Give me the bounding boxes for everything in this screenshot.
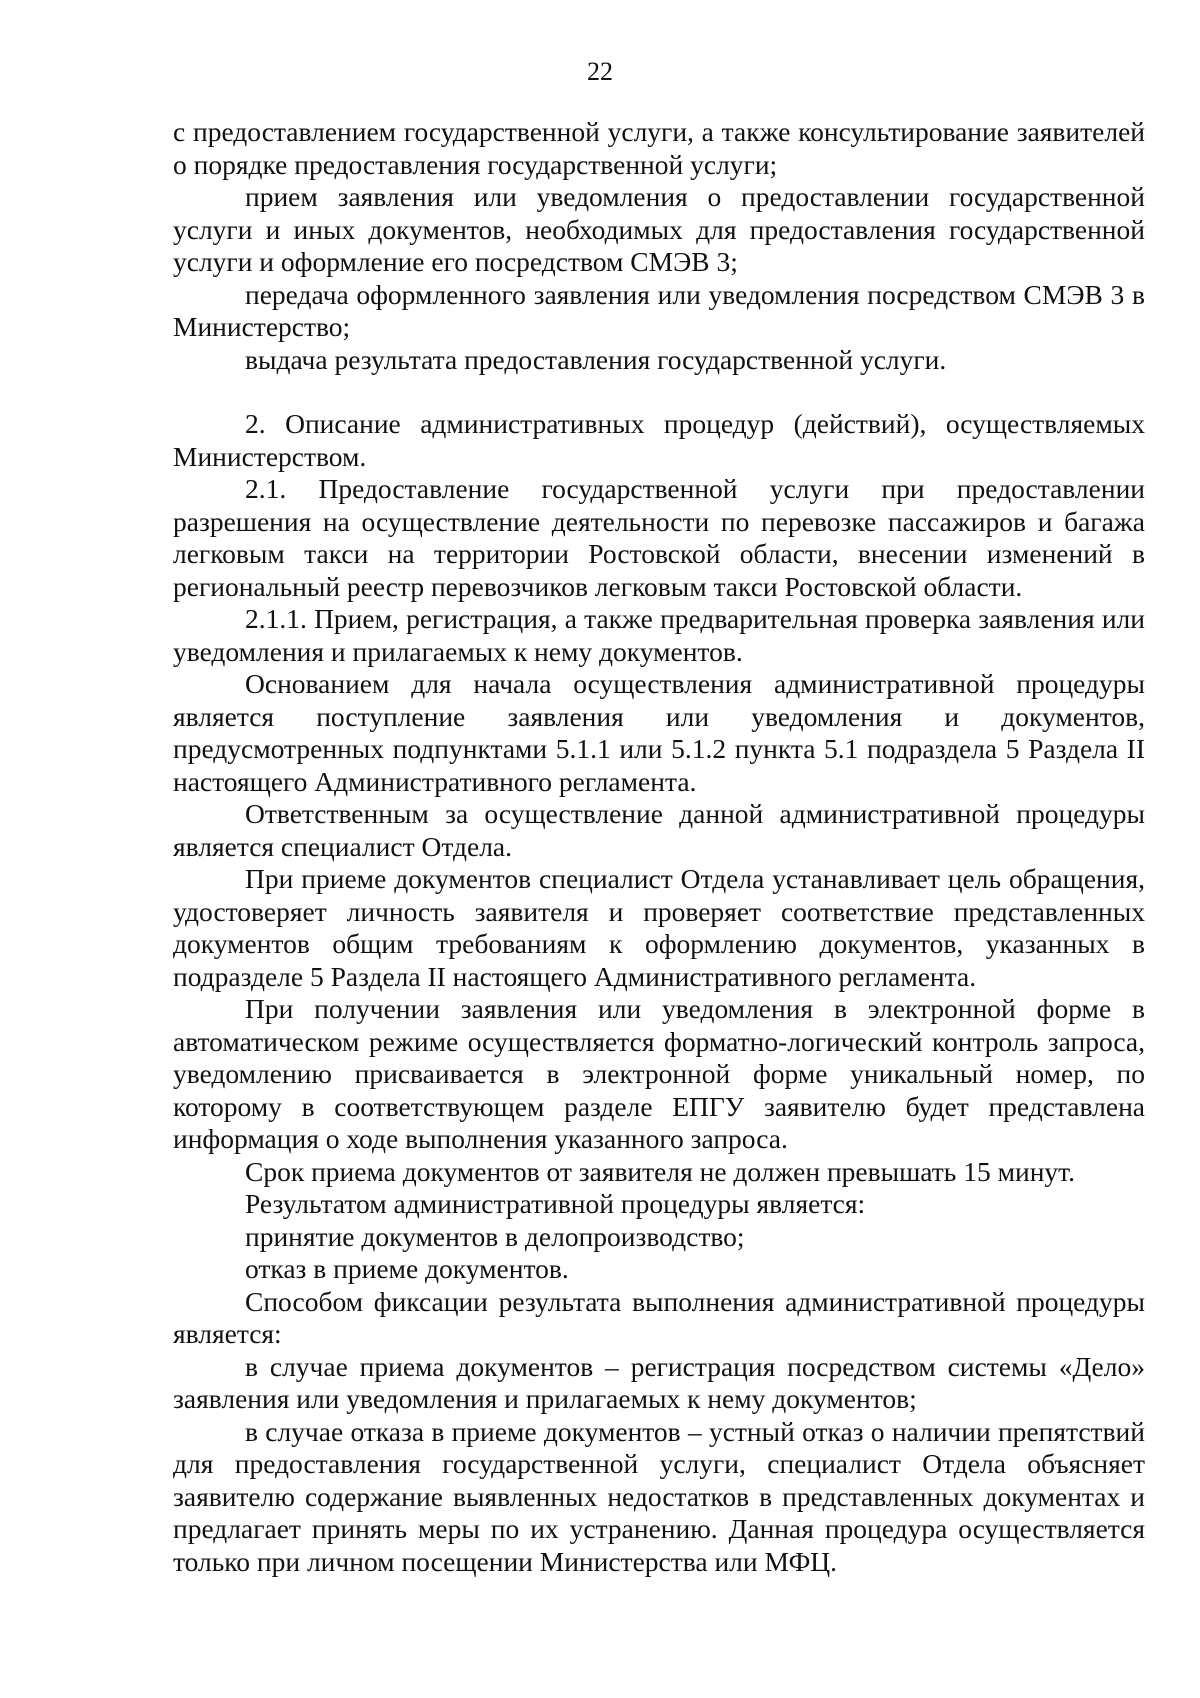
section-heading-paragraph: 2. Описание административных процедур (действий), осуществляемых Министерством.: [173, 408, 1145, 472]
list-item: в случае приема документов – регистрация посредством системы «Дело» заявления или уведомления и прилагаемых к нему документов;: [173, 1350, 1145, 1414]
subsection-heading-paragraph: 2.1. Предоставление государственной услуги при предоставлении разрешения на осуществление деятельности по перевозке пассажиров и багажа легковым такси на территории Ростовской области, внесении изменений в региональный реестр перевозчиков легковым такси Ростовской области.: [173, 473, 1145, 602]
paragraph: Основанием для начала осуществления административной процедуры является поступление заявления или уведомления и документов, предусмотренных подпунктами 5.1.1 или 5.1.2 пункта 5.1 подраздела 5 Раздела II настоящего Административного регламента.: [173, 668, 1145, 797]
document-body: [173, 116, 1145, 1578]
paragraph: прием заявления или уведомления о предоставлении государственной услуги и иных документов, необходимых для предоставления государственной услуги и оформление его посредством СМЭВ 3;: [173, 181, 1145, 277]
paragraph: передача оформленного заявления или уведомления посредством СМЭВ 3 в Министерство;: [173, 278, 1145, 342]
paragraph: При получении заявления или уведомления в электронной форме в автоматическом режиме осуществляется форматно-логический контроль запроса, уведомлению присваивается в электронной форме уникальный номер, по которому в соответствующем разделе ЕПГУ заявителю будет представлена информация о ходе выполнения указанного запроса.: [173, 993, 1145, 1154]
paragraph: Срок приема документов от заявителя не должен превышать 15 минут.: [245, 1155, 1075, 1187]
paragraph: выдача результата предоставления государственной услуги.: [245, 343, 947, 375]
page-number: 22: [587, 57, 613, 86]
subsection-heading-paragraph: 2.1.1. Прием, регистрация, а также предварительная проверка заявления или уведомления и прилагаемых к нему документов.: [173, 603, 1145, 667]
paragraph: Результатом административной процедуры является:: [245, 1188, 866, 1219]
list-item: отказ в приеме документов.: [245, 1253, 569, 1284]
paragraph: При приеме документов специалист Отдела устанавливает цель обращения, удостоверяет личность заявителя и проверяет соответствие представленных документов общим требованиям к оформлению документов, указанных в подразделе 5 Раздела II настоящего Административного регламента.: [173, 863, 1145, 992]
paragraph: с предоставлением государственной услуги, а также консультирование заявителей о порядке предоставления государственной услуги;: [173, 116, 1145, 180]
list-item: в случае отказа в приеме документов – устный отказ о наличии препятствий для предоставления государственной услуги, специалист Отдела объясняет заявителю содержание выявленных недостатков в представленных документах и предлагает принять меры по их устранению. Данная процедура осуществляется только при личном посещении Министерства или МФЦ.: [173, 1415, 1145, 1577]
paragraph: Ответственным за осуществление данной административной процедуры является специалист Отдела.: [173, 798, 1145, 862]
paragraph: Способом фиксации результата выполнения административной процедуры является:: [173, 1285, 1145, 1349]
list-item: принятие документов в делопроизводство;: [245, 1220, 745, 1252]
